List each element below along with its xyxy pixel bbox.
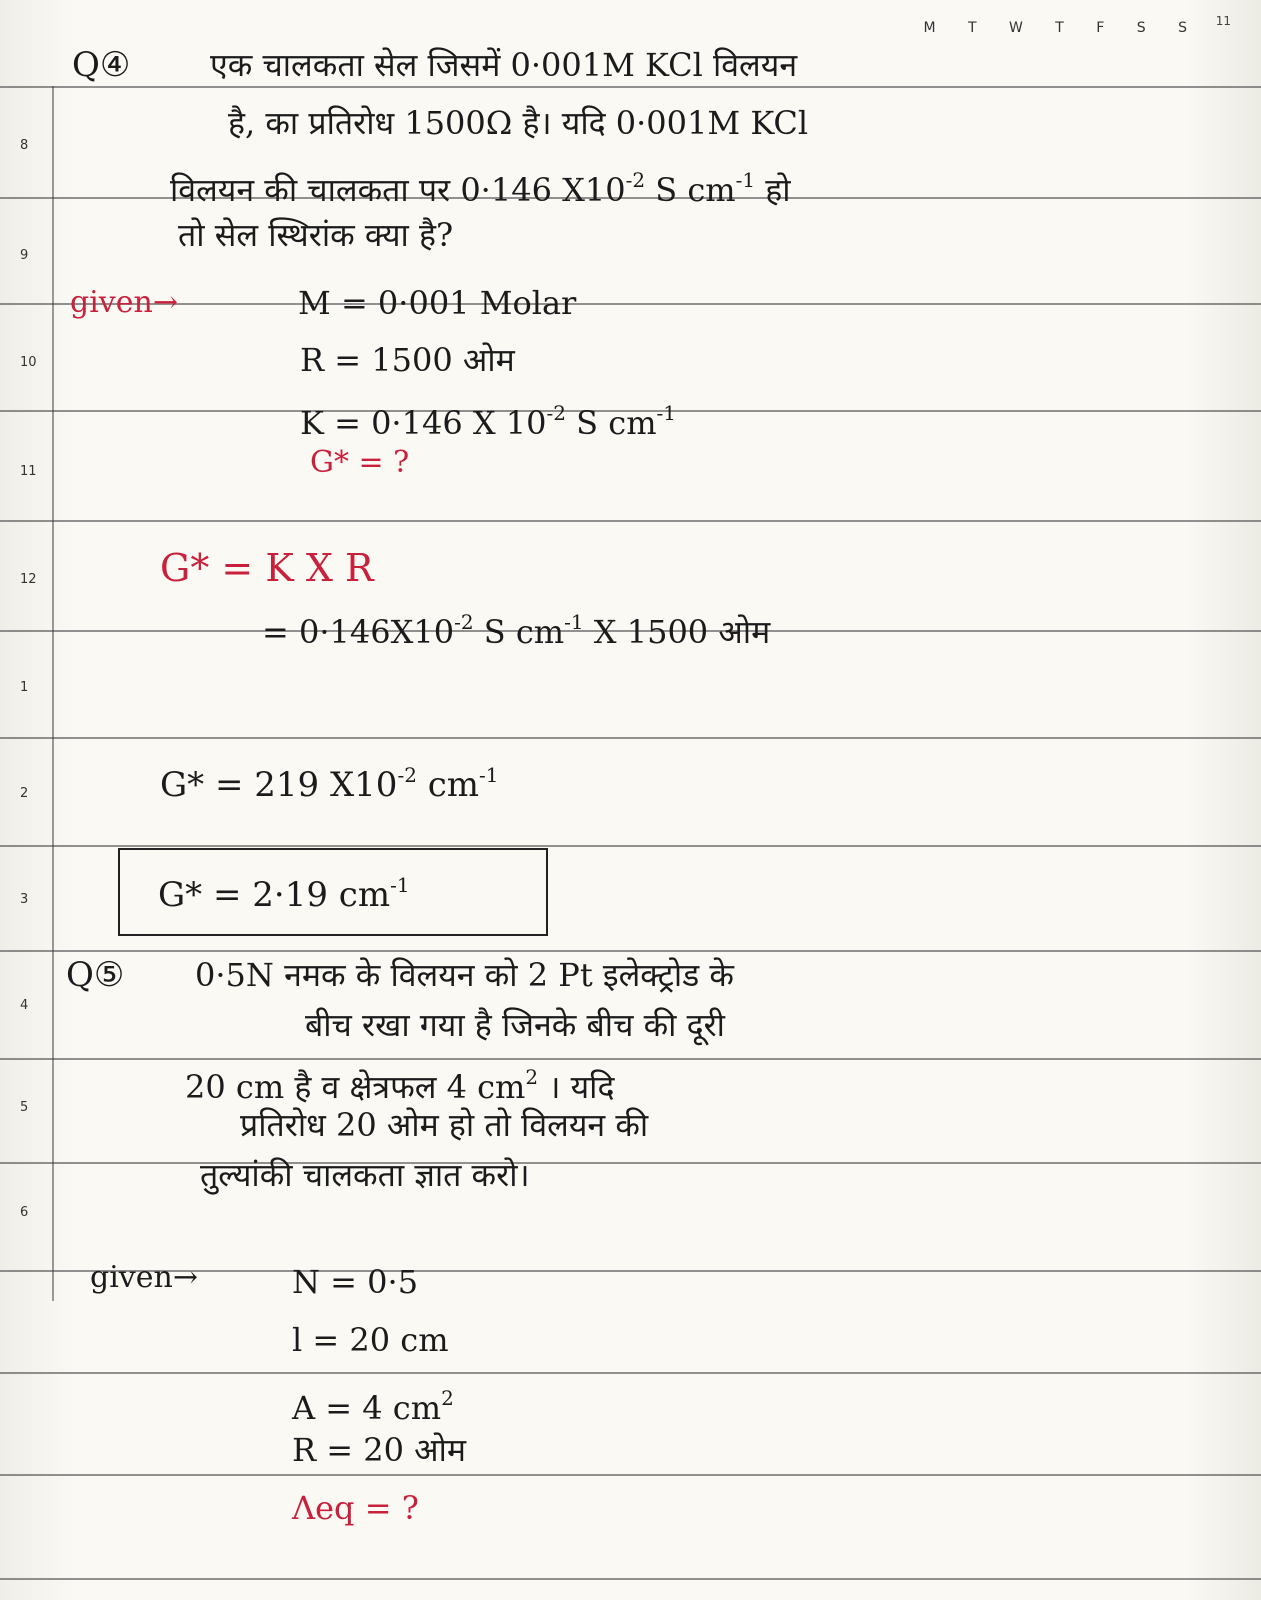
ruled-line bbox=[0, 303, 1261, 305]
ruled-line bbox=[0, 1162, 1261, 1164]
hour-label: 9 bbox=[20, 248, 29, 263]
margin-line bbox=[52, 86, 54, 1301]
question-5-label: Q⑤ bbox=[66, 955, 125, 995]
ruled-line bbox=[0, 1474, 1261, 1476]
question-4-line-3-text: विलयन की चालकता पर 0·146 X10 bbox=[170, 171, 626, 209]
ruled-line bbox=[0, 737, 1261, 739]
corner-number: 11 bbox=[1215, 14, 1231, 28]
exponent: -2 bbox=[454, 610, 474, 634]
ruled-line bbox=[0, 845, 1261, 847]
given-conductivity-text: K = 0·146 X 10 bbox=[300, 404, 547, 442]
solution-step-1-text: = 0·146X10 bbox=[262, 613, 455, 651]
question-5-line-3-end: । यदि bbox=[548, 1068, 615, 1106]
solution-step-2 bbox=[160, 755, 499, 805]
hour-label: 8 bbox=[20, 138, 29, 153]
hour-label: 1 bbox=[20, 680, 29, 695]
exponent: 2 bbox=[525, 1065, 539, 1089]
question-5-line-5: तुल्यांकी चालकता ज्ञात करो। bbox=[200, 1156, 530, 1194]
given-length: l = 20 cm bbox=[292, 1321, 449, 1359]
exponent: -2 bbox=[625, 168, 646, 192]
question-5-line-3-text: 20 cm है व क्षेत्रफल 4 cm bbox=[185, 1068, 526, 1106]
solution-step-2-text: G* = 219 X10 bbox=[160, 765, 398, 805]
question-5-line-4: प्रतिरोध 20 ओम हो तो विलयन की bbox=[240, 1106, 649, 1144]
ruled-line bbox=[0, 86, 1261, 88]
hour-label: 2 bbox=[20, 786, 29, 801]
exponent: 2 bbox=[441, 1386, 454, 1410]
hour-label: 11 bbox=[20, 464, 37, 479]
ruled-line bbox=[0, 1372, 1261, 1374]
hour-label: 5 bbox=[20, 1100, 29, 1115]
unknown-equivalent-conductance: Λeq = ? bbox=[292, 1489, 419, 1527]
question-4-line-4: तो सेल स्थिरांक क्या है? bbox=[178, 216, 454, 254]
final-answer-text: G* = 2·19 cm bbox=[158, 875, 391, 915]
question-4-line-1: एक चालकता सेल जिसमें 0·001M KCl विलयन bbox=[210, 46, 798, 84]
unit: S cm bbox=[576, 404, 657, 442]
question-4-line-2: है, का प्रतिरोध 1500Ω है। यदि 0·001M KCl bbox=[228, 104, 809, 142]
exponent: -1 bbox=[656, 401, 677, 425]
question-4-line-3-end: हो bbox=[765, 171, 791, 209]
ruled-line bbox=[0, 950, 1261, 952]
question-4-label: Q④ bbox=[72, 45, 131, 85]
hour-label: 3 bbox=[20, 892, 29, 907]
hour-label: 6 bbox=[20, 1205, 29, 1220]
question-5-line-3 bbox=[185, 1057, 614, 1107]
exponent: -2 bbox=[397, 763, 417, 787]
unit: S cm bbox=[483, 613, 565, 651]
hour-label: 12 bbox=[20, 572, 37, 587]
question-4-line-3 bbox=[170, 160, 791, 210]
solution-step-1 bbox=[262, 602, 770, 652]
formula-cell-constant: G* = K X R bbox=[160, 546, 374, 590]
given-normality: N = 0·5 bbox=[292, 1263, 419, 1301]
given-molarity: M = 0·001 Molar bbox=[298, 284, 577, 322]
unit: cm bbox=[427, 765, 480, 805]
exponent: -1 bbox=[735, 168, 756, 192]
given-label: given→ bbox=[70, 285, 178, 320]
hour-label: 4 bbox=[20, 998, 29, 1013]
exponent: -2 bbox=[546, 401, 566, 425]
unit: S cm bbox=[655, 171, 736, 209]
solution-step-1-end: X 1500 ओम bbox=[593, 613, 771, 651]
question-5-line-2: बीच रखा गया है जिनके बीच की दूरी bbox=[305, 1006, 725, 1044]
hour-label: 10 bbox=[20, 355, 37, 370]
unknown-cell-constant: G* = ? bbox=[310, 445, 410, 480]
given-label: given→ bbox=[90, 1260, 198, 1295]
given-conductivity bbox=[300, 393, 676, 443]
ruled-line bbox=[0, 520, 1261, 522]
given-resistance: R = 20 ओम bbox=[292, 1431, 467, 1469]
weekday-strip: M T W T F S S bbox=[923, 20, 1201, 36]
ruled-line bbox=[0, 1578, 1261, 1580]
exponent: -1 bbox=[564, 610, 584, 634]
given-area bbox=[292, 1378, 454, 1428]
final-answer bbox=[158, 865, 410, 915]
given-area-text: A = 4 cm bbox=[292, 1389, 442, 1427]
question-5-line-1: 0·5N नमक के विलयन को 2 Pt इलेक्ट्रोड के bbox=[195, 956, 734, 994]
exponent: -1 bbox=[479, 763, 499, 787]
given-resistance: R = 1500 ओम bbox=[300, 341, 515, 379]
exponent: -1 bbox=[390, 873, 410, 897]
